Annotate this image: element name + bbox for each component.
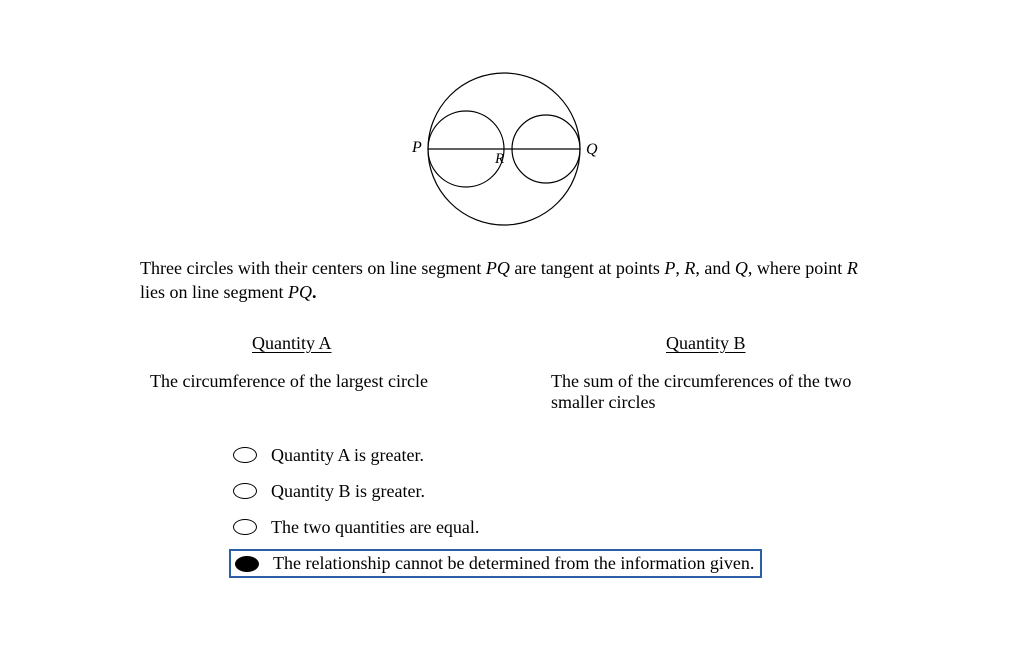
answer-choice-label: The relationship cannot be determined from the information given.: [273, 553, 755, 573]
question-stem: [140, 256, 880, 304]
point-r-label: R: [495, 151, 505, 167]
radio-button[interactable]: [233, 483, 257, 499]
quantity-a-heading: Quantity A: [252, 333, 332, 353]
stem-var-pq: PQ: [485, 258, 510, 278]
stem-text: ,: [675, 258, 685, 278]
stem-text: lies on line segment: [140, 282, 288, 302]
circles-diagram: [400, 65, 610, 235]
answer-choice-label: Quantity B is greater.: [271, 480, 425, 501]
point-p-label: P: [412, 139, 422, 156]
stem-text: , and: [695, 258, 735, 278]
stem-text: Three circles with their centers on line segment: [140, 258, 486, 278]
stem-text: , where point: [747, 258, 847, 278]
stem-var-q: Q: [734, 258, 748, 278]
stem-var-r: R: [846, 258, 858, 278]
point-q-label: Q: [586, 141, 598, 158]
stem-var-pq: PQ: [287, 282, 312, 302]
radio-button[interactable]: [233, 519, 257, 535]
answer-choice-c[interactable]: [229, 513, 485, 541]
stem-text: are tangent at points: [509, 258, 665, 278]
radio-button[interactable]: [233, 447, 257, 463]
answer-choice-label: The two quantities are equal.: [271, 516, 480, 537]
circles-figure: [400, 65, 610, 235]
stem-var-p: P: [664, 258, 676, 278]
radio-button[interactable]: [235, 556, 259, 572]
quantity-b-text: The sum of the circumferences of the two smaller circles: [551, 371, 852, 412]
stem-var-r: R: [684, 258, 696, 278]
answer-choice-d[interactable]: [229, 549, 762, 578]
answer-choice-a[interactable]: [229, 441, 430, 469]
answer-choice-b[interactable]: [229, 477, 431, 505]
stem-text: .: [311, 282, 317, 302]
quantity-a-text: The circumference of the largest circle: [150, 371, 429, 391]
quantity-b-heading: Quantity B: [666, 333, 746, 353]
answer-choice-label: Quantity A is greater.: [271, 444, 424, 465]
